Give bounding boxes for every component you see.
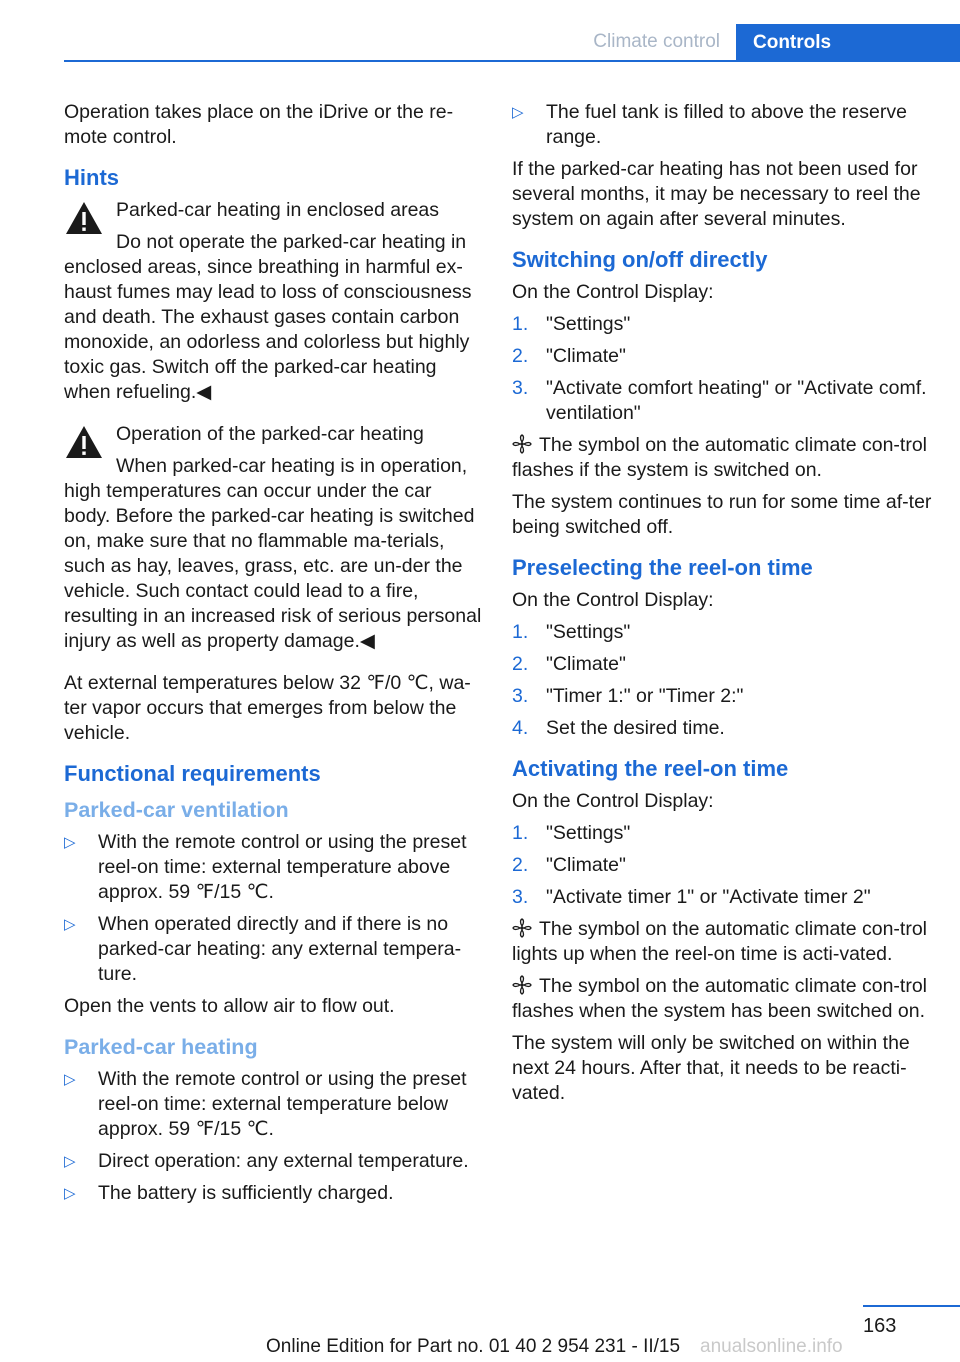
heating-list bbox=[64, 1067, 482, 1206]
final-text: The system will only be switched on within the next 24 hours. After that, it needs to be reacti-vated. bbox=[512, 1032, 910, 1104]
triangle-bullet-icon: ▷ bbox=[64, 1071, 76, 1088]
list-item: ▷ The fuel tank is filled to above the reserve range. bbox=[512, 101, 907, 148]
vents-text: Open the vents to allow air to flow out. bbox=[64, 995, 395, 1017]
warning-text-first-line: Do not operate the parked-car heating in bbox=[116, 231, 467, 253]
list-item: ▷ With the remote control or using the preset reel-on time: external temperature above approx. 59 ℉/15 ℃. bbox=[64, 831, 467, 903]
external-temp-text: At external temperatures below 32 ℉/0 ℃, wa-ter vapor occurs that emerges from below the vehicle. bbox=[64, 672, 471, 744]
functional-requirements-heading: Functional requirements bbox=[64, 761, 321, 786]
switching-heading: Switching on/off directly bbox=[512, 247, 768, 272]
list-item: 2. "Climate" bbox=[512, 653, 626, 675]
continues-text: The system continues to run for some time af-ter being switched off. bbox=[512, 491, 932, 538]
triangle-bullet-icon: ▷ bbox=[64, 1185, 76, 1202]
warning-triangle-icon bbox=[64, 200, 104, 236]
header-section-title: Climate control bbox=[593, 31, 720, 52]
list-item: ▷ Direct operation: any external temperature. bbox=[64, 1150, 469, 1172]
heating-list-continued bbox=[512, 100, 932, 150]
list-item: 4. Set the desired time. bbox=[512, 717, 725, 739]
switching-symbol-text: The symbol on the automatic climate con-trol flashes if the system is switched on. bbox=[512, 434, 928, 481]
list-item: ▷ With the remote control or using the preset reel-on time: external temperature below approx. 59 ℉/15 ℃. bbox=[64, 1068, 467, 1140]
edition-footer: Online Edition for Part no. 01 40 2 954 231 - II/15 bbox=[266, 1336, 681, 1357]
list-item: 1. "Settings" bbox=[512, 313, 631, 335]
header-tab-controls: Controls bbox=[736, 24, 960, 62]
warning-operation bbox=[64, 422, 482, 654]
warning-triangle-icon bbox=[64, 424, 104, 460]
preselect-heading: Preselecting the reel-on time bbox=[512, 555, 813, 580]
not-used-text: If the parked-car heating has not been used for several months, it may be necessary to reel the system on again after several minutes. bbox=[512, 158, 921, 230]
list-item: 3. "Activate comfort heating" or "Activate comf. ventilation" bbox=[512, 377, 927, 424]
page-number-rule bbox=[863, 1305, 960, 1307]
symbol-flashes-text: The symbol on the automatic climate con-trol flashes when the system has been switched on. bbox=[512, 975, 928, 1022]
warning-title: Operation of the parked-car heating bbox=[116, 423, 424, 445]
warning-text: high temperatures can occur under the car body. Before the parked-car heating is switched on, make sure that no flammable ma-terials, such as hay, leaves, grass, etc. are un-der the vehicle. Such contact could lead to a fire, resulting in an increased risk of serious personal injury as well as property damage.◀ bbox=[64, 480, 482, 652]
triangle-bullet-icon: ▷ bbox=[64, 916, 76, 933]
header-rule bbox=[64, 60, 960, 62]
heating-heading: Parked-car heating bbox=[64, 1035, 258, 1059]
switching-steps bbox=[512, 312, 932, 426]
list-item: 2. "Climate" bbox=[512, 854, 626, 876]
list-item: 1. "Settings" bbox=[512, 822, 631, 844]
warning-text-first-line: When parked-car heating is in operation, bbox=[116, 455, 468, 477]
activate-steps bbox=[512, 821, 932, 910]
activate-heading: Activating the reel-on time bbox=[512, 756, 789, 781]
watermark: anualsonline.info bbox=[700, 1336, 843, 1357]
fan-icon bbox=[512, 918, 532, 938]
list-item: 2. "Climate" bbox=[512, 345, 626, 367]
symbol-lights-text: The symbol on the automatic climate con-trol lights up when the reel-on time is acti-vated. bbox=[512, 918, 928, 965]
preselect-steps bbox=[512, 620, 932, 741]
switching-lead: On the Control Display: bbox=[512, 281, 714, 303]
left-column bbox=[64, 100, 482, 1213]
page-number: 163 bbox=[863, 1315, 897, 1337]
list-item: 1. "Settings" bbox=[512, 621, 631, 643]
warning-title: Parked-car heating in enclosed areas bbox=[116, 199, 440, 221]
ventilation-heading: Parked-car ventilation bbox=[64, 798, 289, 822]
list-item: ▷ The battery is sufficiently charged. bbox=[64, 1182, 394, 1204]
triangle-bullet-icon: ▷ bbox=[64, 834, 76, 851]
ventilation-list bbox=[64, 830, 482, 987]
activate-lead: On the Control Display: bbox=[512, 790, 714, 812]
triangle-bullet-icon: ▷ bbox=[512, 104, 524, 121]
warning-text: enclosed areas, since breathing in harmful ex-haust fumes may lead to loss of consciousness and death. The exhaust gases contain carbon monoxide, an odorless and colorless but highly toxic gas. Switch off the parked-car heating when refueling.◀ bbox=[64, 256, 472, 403]
preselect-lead: On the Control Display: bbox=[512, 589, 714, 611]
list-item: 3. "Activate timer 1" or "Activate timer 2" bbox=[512, 886, 871, 908]
right-column bbox=[512, 100, 932, 1113]
list-item: 3. "Timer 1:" or "Timer 2:" bbox=[512, 685, 744, 707]
warning-enclosed-areas bbox=[64, 198, 482, 405]
triangle-bullet-icon: ▷ bbox=[64, 1153, 76, 1170]
hints-heading: Hints bbox=[64, 165, 119, 190]
intro-text: Operation takes place on the iDrive or the re-mote control. bbox=[64, 101, 454, 148]
fan-icon bbox=[512, 975, 532, 995]
list-item: ▷ When operated directly and if there is no parked-car heating: any external tempera-ture. bbox=[64, 913, 462, 985]
fan-icon bbox=[512, 434, 532, 454]
